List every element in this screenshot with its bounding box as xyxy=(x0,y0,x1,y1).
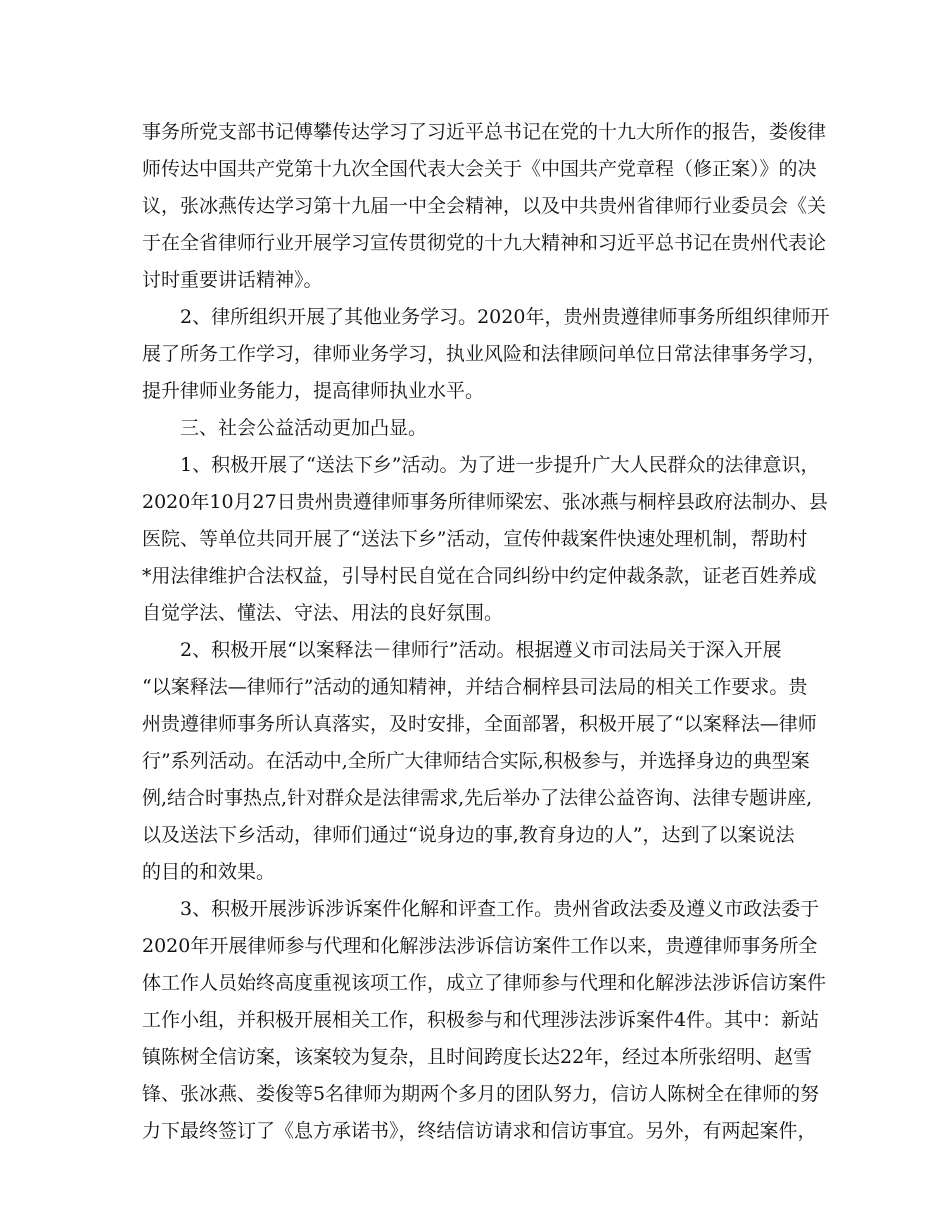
text-line: 于在全省律师行业开展学习宣传贯彻党的十九大精神和习近平总书记在贵州代表论 xyxy=(142,232,827,254)
paragraph-business-study xyxy=(142,299,832,410)
text-line: 事务所党支部书记傅攀传达学习了习近平总书记在党的十九大所作的报告，娄俊律 xyxy=(142,121,827,143)
paragraph-case-explanation xyxy=(142,632,832,891)
text-line: 体工作人员始终高度重视该项工作，成立了律师参与代理和化解涉法涉诉信访案件 xyxy=(142,972,827,994)
text-line: 例,结合时事热点,针对群众是法律需求,先后举办了法律公益咨询、法律专题讲座, xyxy=(142,787,813,809)
text-line: 提升律师业务能力，提高律师执业水平。 xyxy=(142,380,485,402)
paragraph-law-to-countryside xyxy=(142,447,832,632)
text-line: 展了所务工作学习，律师业务学习，执业风险和法律顾问单位日常法律事务学习， xyxy=(142,343,827,365)
text-line: 镇陈树全信访案，该案较为复杂，且时间跨度长达22年，经过本所张绍明、赵雪 xyxy=(142,1046,813,1068)
text-line: 医院、等单位共同开展了“送法下乡”活动，宣传仲裁案件快速处理机制，帮助村 xyxy=(142,528,808,550)
paragraph-petition-cases xyxy=(142,891,832,1150)
text-line: “以案释法—律师行”活动的通知精神，并结合桐梓县司法局的相关工作要求。贵 xyxy=(142,676,808,698)
text-line: 2020年10月27日贵州贵遵律师事务所律师梁宏、张冰燕与桐梓县政府法制办、县 xyxy=(142,491,828,513)
text-line: 力下最终签订了《息方承诺书》，终结信访请求和信访事宜。另外，有两起案件， xyxy=(142,1120,817,1142)
document-body xyxy=(142,114,832,1150)
text-line: 3、积极开展涉诉涉诉案件化解和评查工作。贵州省政法委及遵义市政法委于 xyxy=(180,898,820,920)
text-line: 议，张冰燕传达学习第十九届一中全会精神，以及中共贵州省律师行业委员会《关 xyxy=(142,195,827,217)
text-line: 2020年开展律师参与代理和化解涉法涉诉信访案件工作以来，贵遵律师事务所全 xyxy=(142,935,818,957)
text-line: 锋、张冰燕、娄俊等5名律师为期两个多月的团队努力，信访人陈树全在律师的努 xyxy=(142,1083,820,1105)
text-line: *用法律维护合法权益，引导村民自觉在合同纠纷中约定仲裁条款，证老百姓养成 xyxy=(142,565,817,587)
text-line: 2、律所组织开展了其他业务学习。2020年，贵州贵遵律师事务所组织律师开 xyxy=(180,306,830,328)
section-heading-public-welfare xyxy=(142,410,832,447)
text-line: 的目的和效果。 xyxy=(142,861,276,883)
text-line: 以及送法下乡活动，律师们通过“说身边的事,教育身边的人”，达到了以案说法 xyxy=(142,824,795,846)
text-line: 行”系列活动。在活动中,全所广大律师结合实际,积极参与，并选择身边的典型案 xyxy=(142,750,810,772)
paragraph-party-study xyxy=(142,114,832,299)
text-line: 工作小组，并积极开展相关工作，积极参与和代理涉法涉诉案件4件。其中：新站 xyxy=(142,1009,820,1031)
text-line: 讨时重要讲话精神》。 xyxy=(142,269,323,291)
text-line: 2、积极开展“以案释法－律师行”活动。根据遵义市司法局关于深入开展 xyxy=(180,639,782,661)
text-line: 三、社会公益活动更加凸显。 xyxy=(180,417,428,439)
text-line: 1、积极开展了“送法下乡”活动。为了进一步提升广大人民群众的法律意识， xyxy=(180,454,820,476)
text-line: 自觉学法、懂法、守法、用法的良好氛围。 xyxy=(142,602,504,624)
text-line: 师传达中国共产党第十九次全国代表大会关于《中国共产党章程（修正案）》的决 xyxy=(142,158,817,180)
text-line: 州贵遵律师事务所认真落实，及时安排，全面部署，积极开展了“以案释法—律师 xyxy=(142,713,817,735)
